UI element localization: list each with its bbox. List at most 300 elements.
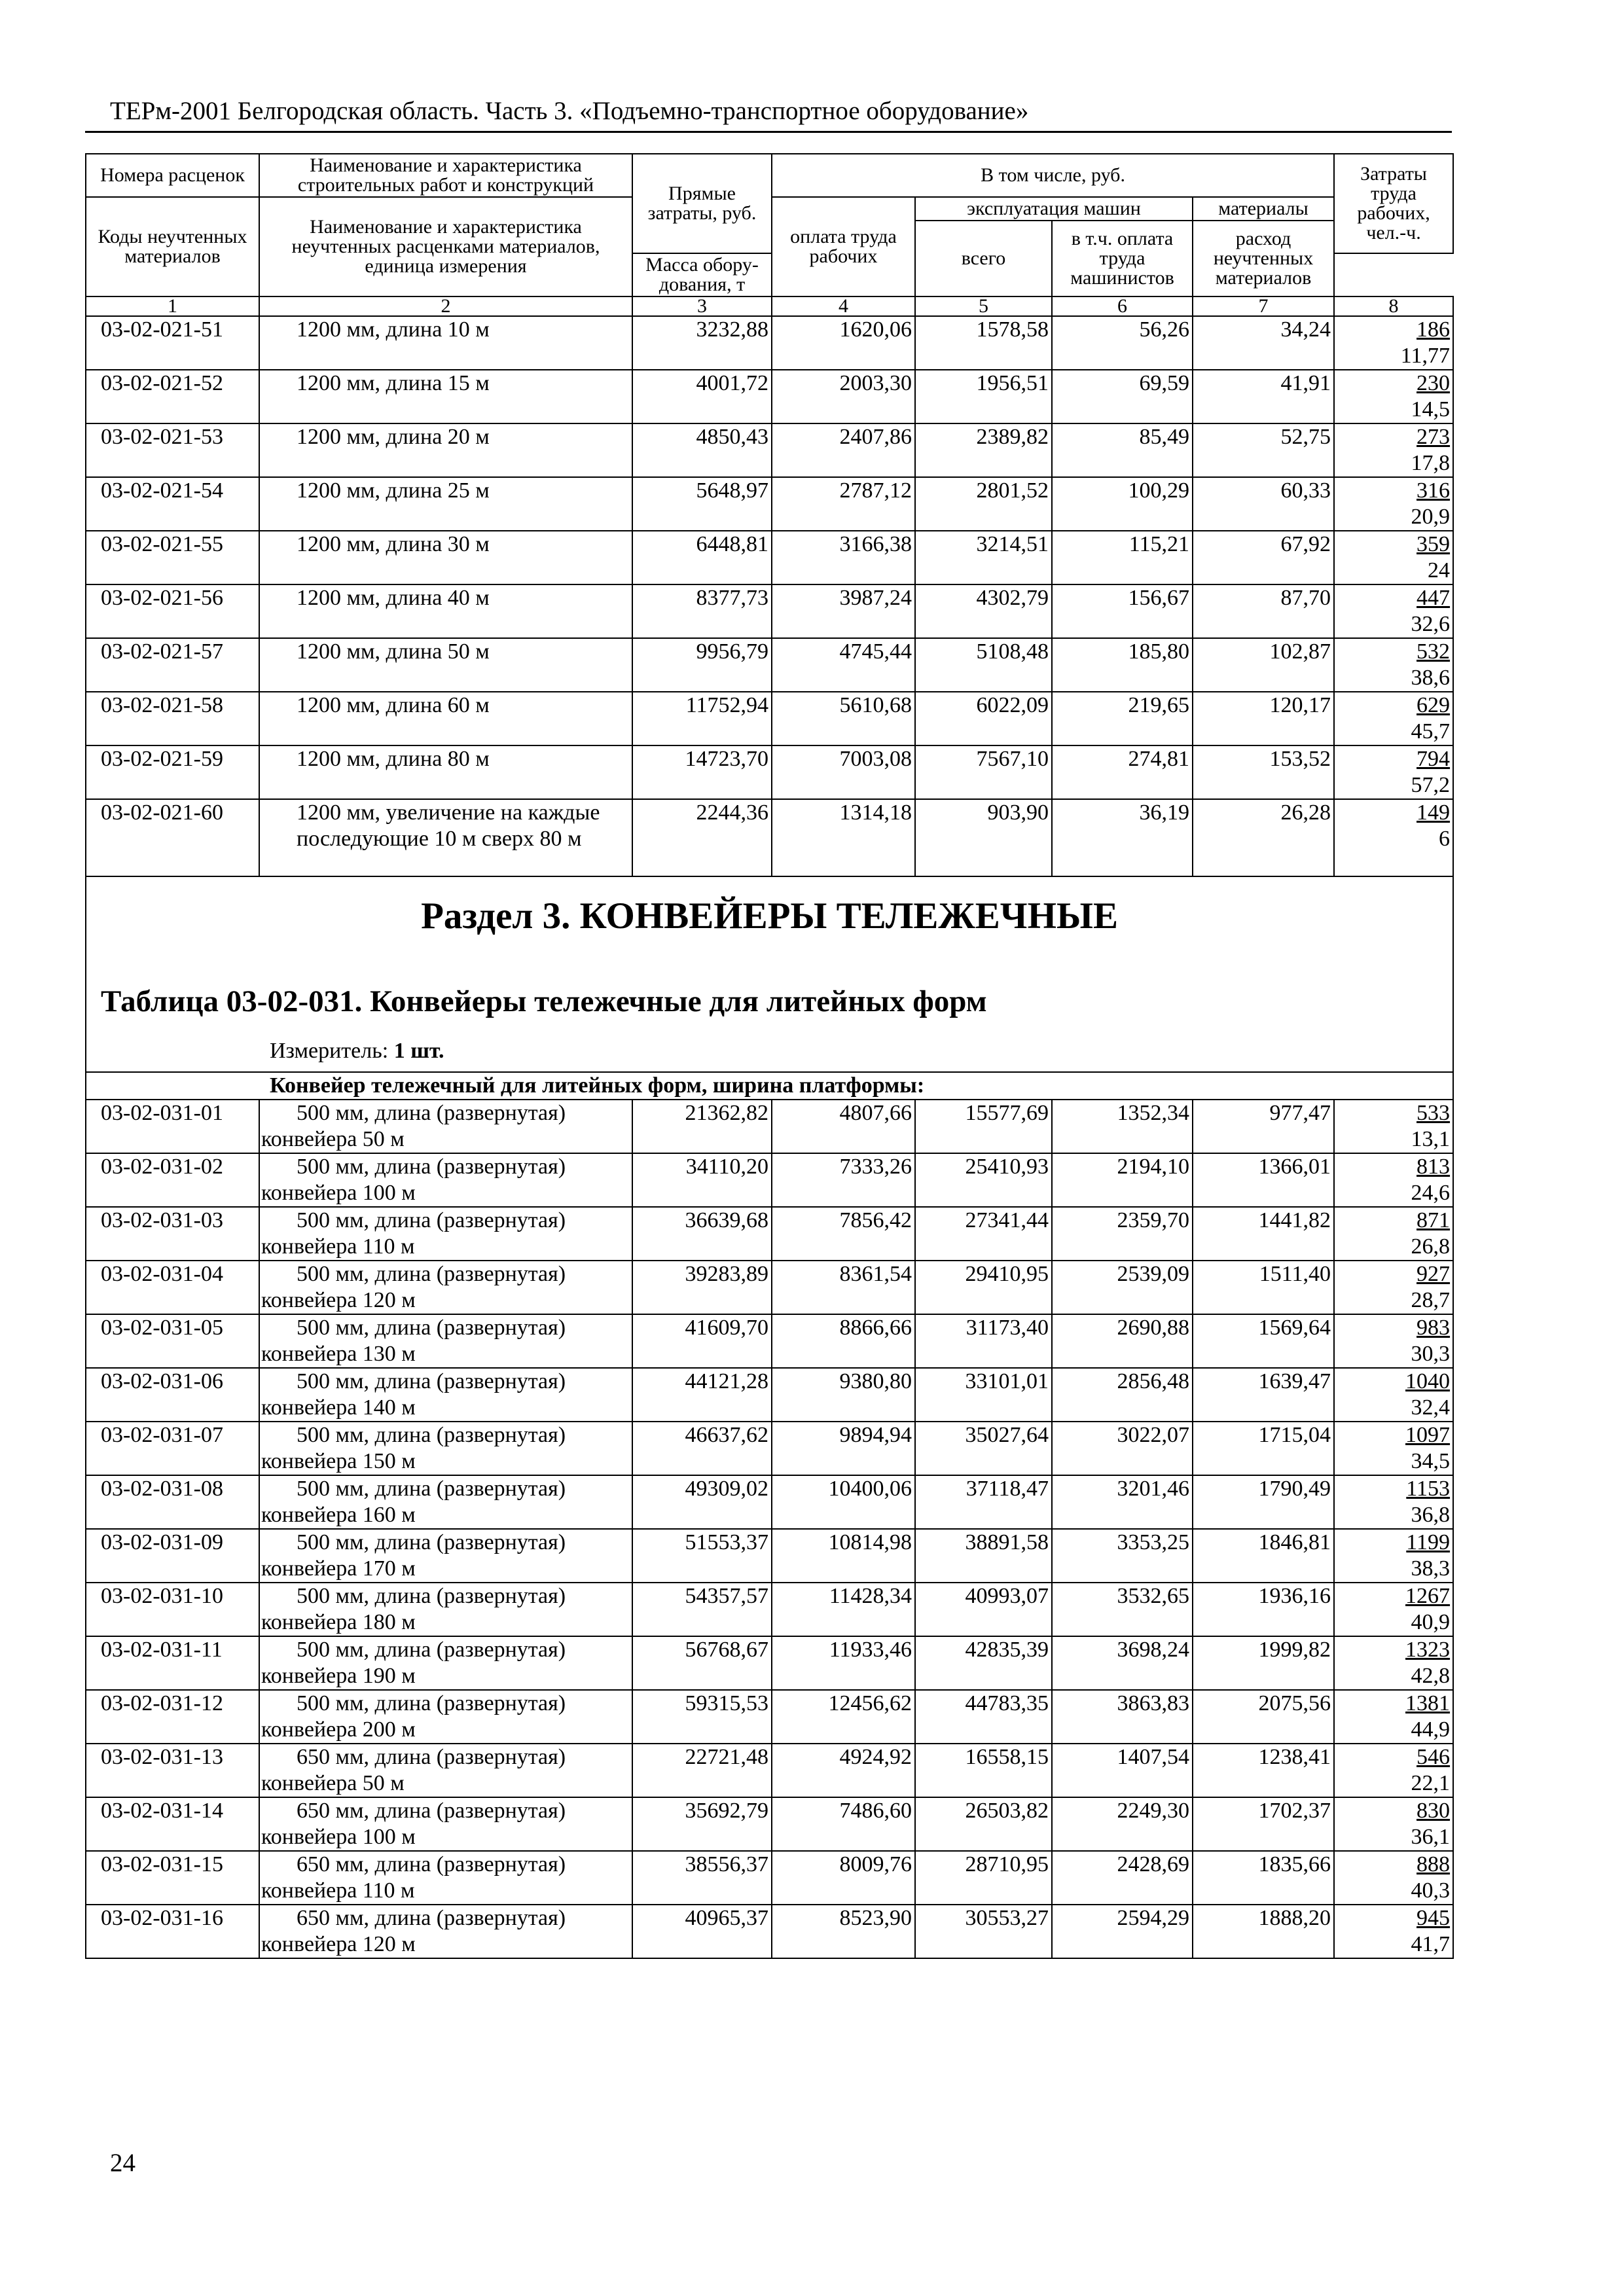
work-name: 1200 мм, длина 80 м <box>259 745 632 799</box>
materials-cost: 977,47 <box>1193 1100 1334 1153</box>
labor-hours: 546 <box>1416 1745 1451 1769</box>
worker-wages: 10814,98 <box>772 1529 915 1583</box>
machines-total: 30553,27 <box>915 1905 1052 1958</box>
direct-cost: 39283,89 <box>632 1261 772 1314</box>
machinist-wages: 3532,65 <box>1052 1583 1193 1636</box>
col-incl-header: В том числе, руб. <box>772 154 1334 197</box>
direct-cost: 2244,36 <box>632 799 772 876</box>
rate-code: 03-02-031-11 <box>86 1636 259 1690</box>
col-direct-header: Прямые затраты, руб. <box>632 154 772 253</box>
materials-cost: 87,70 <box>1193 584 1334 638</box>
labor-and-mass <box>1334 745 1453 799</box>
work-name: 500 мм, длина (развернутая) конвейера 150 м <box>259 1422 632 1475</box>
direct-cost: 49309,02 <box>632 1475 772 1529</box>
rate-code: 03-02-021-54 <box>86 477 259 531</box>
materials-cost: 1715,04 <box>1193 1422 1334 1475</box>
col-name2-header: Наименование и характеристика неучтенных расценками материалов, единица измерения <box>259 197 632 296</box>
equipment-mass: 34,5 <box>1411 1449 1451 1473</box>
col-machines-header: эксплуатация машин <box>915 197 1193 221</box>
machinist-wages: 2428,69 <box>1052 1851 1193 1905</box>
work-name: 500 мм, длина (развернутая) конвейера 120 м <box>259 1261 632 1314</box>
direct-cost: 5648,97 <box>632 477 772 531</box>
labor-and-mass <box>1334 1797 1453 1851</box>
equipment-mass: 44,9 <box>1411 1717 1451 1742</box>
work-name: 1200 мм, длина 40 м <box>259 584 632 638</box>
table-row <box>86 799 1453 876</box>
labor-and-mass <box>1334 531 1453 584</box>
machines-total: 37118,47 <box>915 1475 1052 1529</box>
labor-hours: 794 <box>1416 747 1451 771</box>
direct-cost: 51553,37 <box>632 1529 772 1583</box>
rate-code: 03-02-021-51 <box>86 316 259 370</box>
worker-wages: 3166,38 <box>772 531 915 584</box>
table-row <box>86 1636 1453 1690</box>
labor-hours: 945 <box>1416 1906 1451 1930</box>
equipment-mass: 6 <box>1439 827 1451 851</box>
measure-value: 1 шт. <box>393 1039 444 1063</box>
rate-code: 03-02-021-57 <box>86 638 259 692</box>
table-row <box>86 1529 1453 1583</box>
rate-code: 03-02-031-05 <box>86 1314 259 1368</box>
labor-hours: 149 <box>1416 800 1451 825</box>
work-name: 500 мм, длина (развернутая) конвейера 50 м <box>259 1100 632 1153</box>
materials-cost: 41,91 <box>1193 370 1334 423</box>
labor-and-mass <box>1334 799 1453 876</box>
rate-code: 03-02-021-56 <box>86 584 259 638</box>
worker-wages: 8009,76 <box>772 1851 915 1905</box>
labor-and-mass <box>1334 1529 1453 1583</box>
labor-hours: 830 <box>1416 1799 1451 1823</box>
labor-and-mass <box>1334 1314 1453 1368</box>
machinist-wages: 3698,24 <box>1052 1636 1193 1690</box>
labor-and-mass <box>1334 1475 1453 1529</box>
worker-wages: 7333,26 <box>772 1153 915 1207</box>
materials-cost: 1835,66 <box>1193 1851 1334 1905</box>
labor-and-mass <box>1334 584 1453 638</box>
direct-cost: 46637,62 <box>632 1422 772 1475</box>
col-num-6: 6 <box>1052 296 1193 316</box>
rate-code: 03-02-031-16 <box>86 1905 259 1958</box>
worker-wages: 11933,46 <box>772 1636 915 1690</box>
materials-cost: 153,52 <box>1193 745 1334 799</box>
labor-hours: 1381 <box>1405 1691 1451 1715</box>
labor-hours: 532 <box>1416 639 1451 664</box>
equipment-mass: 42,8 <box>1411 1664 1451 1688</box>
machinist-wages: 185,80 <box>1052 638 1193 692</box>
rate-code: 03-02-021-55 <box>86 531 259 584</box>
table-row <box>86 638 1453 692</box>
machinist-wages: 156,67 <box>1052 584 1193 638</box>
materials-cost: 1511,40 <box>1193 1261 1334 1314</box>
direct-cost: 3232,88 <box>632 316 772 370</box>
work-name: 1200 мм, увеличение на каждые последующие 10 м сверх 80 м <box>259 799 632 876</box>
machinist-wages: 1352,34 <box>1052 1100 1193 1153</box>
direct-cost: 4001,72 <box>632 370 772 423</box>
machines-total: 38891,58 <box>915 1529 1052 1583</box>
work-name: 1200 мм, длина 25 м <box>259 477 632 531</box>
worker-wages: 9380,80 <box>772 1368 915 1422</box>
machines-total: 29410,95 <box>915 1261 1052 1314</box>
col-num-2: 2 <box>259 296 632 316</box>
labor-and-mass <box>1334 1153 1453 1207</box>
work-name: 500 мм, длина (развернутая) конвейера 180 м <box>259 1583 632 1636</box>
equipment-mass: 20,9 <box>1411 505 1451 529</box>
rate-code: 03-02-031-03 <box>86 1207 259 1261</box>
machines-total: 5108,48 <box>915 638 1052 692</box>
materials-cost: 60,33 <box>1193 477 1334 531</box>
rate-code: 03-02-031-15 <box>86 1851 259 1905</box>
labor-hours: 447 <box>1416 586 1451 610</box>
worker-wages: 2407,86 <box>772 423 915 477</box>
col-num-8: 8 <box>1334 296 1453 316</box>
table-row <box>86 1475 1453 1529</box>
col-unaccounted-header: расход неучтенных материалов <box>1193 221 1334 296</box>
worker-wages: 8866,66 <box>772 1314 915 1368</box>
work-name: 1200 мм, длина 60 м <box>259 692 632 745</box>
rate-code: 03-02-031-09 <box>86 1529 259 1583</box>
group-subheader: Конвейер тележечный для литейных форм, ширина платформы: <box>86 1072 1453 1100</box>
equipment-mass: 28,7 <box>1411 1288 1451 1312</box>
rate-code: 03-02-031-12 <box>86 1690 259 1744</box>
table-row <box>86 1583 1453 1636</box>
col-numbers-header: Номера расценок <box>86 154 259 197</box>
worker-wages: 5610,68 <box>772 692 915 745</box>
measure-label: Измеритель: <box>270 1039 389 1063</box>
labor-hours: 273 <box>1416 425 1451 449</box>
equipment-mass: 30,3 <box>1411 1342 1451 1366</box>
rate-code: 03-02-021-52 <box>86 370 259 423</box>
table-row <box>86 1797 1453 1851</box>
direct-cost: 41609,70 <box>632 1314 772 1368</box>
rate-code: 03-02-031-07 <box>86 1422 259 1475</box>
machinist-wages: 1407,54 <box>1052 1744 1193 1797</box>
direct-cost: 40965,37 <box>632 1905 772 1958</box>
col-name-header: Наименование и характеристика строительных работ и конструкций <box>259 154 632 197</box>
worker-wages: 9894,94 <box>772 1422 915 1475</box>
materials-cost: 1238,41 <box>1193 1744 1334 1797</box>
equipment-mass: 24,6 <box>1411 1181 1451 1205</box>
table-row <box>86 1422 1453 1475</box>
work-name: 500 мм, длина (развернутая) конвейера 190 м <box>259 1636 632 1690</box>
worker-wages: 2003,30 <box>772 370 915 423</box>
table-row <box>86 1207 1453 1261</box>
worker-wages: 10400,06 <box>772 1475 915 1529</box>
machines-total: 35027,64 <box>915 1422 1052 1475</box>
section-block <box>86 876 1453 1072</box>
col-wages-header: оплата труда рабочих <box>772 197 915 296</box>
work-name: 500 мм, длина (развернутая) конвейера 170 м <box>259 1529 632 1583</box>
measure-line <box>270 1038 444 1064</box>
machinist-wages: 2539,09 <box>1052 1261 1193 1314</box>
labor-and-mass <box>1334 370 1453 423</box>
rate-code: 03-02-021-58 <box>86 692 259 745</box>
rate-code: 03-02-021-59 <box>86 745 259 799</box>
materials-cost: 102,87 <box>1193 638 1334 692</box>
rate-code: 03-02-021-53 <box>86 423 259 477</box>
table-row <box>86 745 1453 799</box>
materials-cost: 1999,82 <box>1193 1636 1334 1690</box>
direct-cost: 14723,70 <box>632 745 772 799</box>
labor-hours: 813 <box>1416 1155 1451 1179</box>
equipment-mass: 36,1 <box>1411 1825 1451 1849</box>
labor-hours: 1153 <box>1406 1477 1451 1501</box>
machines-total: 26503,82 <box>915 1797 1052 1851</box>
machinist-wages: 85,49 <box>1052 423 1193 477</box>
section-title: Раздел 3. КОНВЕЙЕРЫ ТЕЛЕЖЕЧНЫЕ <box>421 895 1118 937</box>
worker-wages: 1620,06 <box>772 316 915 370</box>
direct-cost: 36639,68 <box>632 1207 772 1261</box>
direct-cost: 54357,57 <box>632 1583 772 1636</box>
rate-code: 03-02-031-04 <box>86 1261 259 1314</box>
labor-and-mass <box>1334 316 1453 370</box>
labor-hours: 1040 <box>1405 1369 1451 1393</box>
labor-hours: 1323 <box>1405 1638 1451 1662</box>
labor-hours: 871 <box>1416 1208 1451 1232</box>
labor-hours: 316 <box>1416 478 1451 503</box>
work-name: 1200 мм, длина 30 м <box>259 531 632 584</box>
work-name: 650 мм, длина (развернутая) конвейера 110 м <box>259 1851 632 1905</box>
direct-cost: 38556,37 <box>632 1851 772 1905</box>
worker-wages: 8523,90 <box>772 1905 915 1958</box>
work-name: 1200 мм, длина 10 м <box>259 316 632 370</box>
equipment-mass: 17,8 <box>1411 451 1451 475</box>
machines-total: 4302,79 <box>915 584 1052 638</box>
materials-cost: 1936,16 <box>1193 1583 1334 1636</box>
rate-code: 03-02-031-10 <box>86 1583 259 1636</box>
materials-cost: 120,17 <box>1193 692 1334 745</box>
table-row <box>86 1368 1453 1422</box>
work-name: 500 мм, длина (развернутая) конвейера 200 м <box>259 1690 632 1744</box>
materials-cost: 34,24 <box>1193 316 1334 370</box>
rate-code: 03-02-031-06 <box>86 1368 259 1422</box>
machinist-wages: 3353,25 <box>1052 1529 1193 1583</box>
table-row <box>86 1690 1453 1744</box>
table-row <box>86 692 1453 745</box>
materials-cost: 1639,47 <box>1193 1368 1334 1422</box>
machines-total: 6022,09 <box>915 692 1052 745</box>
equipment-mass: 45,7 <box>1411 719 1451 744</box>
machinist-wages: 2594,29 <box>1052 1905 1193 1958</box>
labor-and-mass <box>1334 423 1453 477</box>
labor-hours: 629 <box>1416 693 1451 717</box>
machines-total: 42835,39 <box>915 1636 1052 1690</box>
col-materials-header: материалы <box>1193 197 1334 221</box>
materials-cost: 1790,49 <box>1193 1475 1334 1529</box>
machines-total: 2801,52 <box>915 477 1052 531</box>
col-num-1: 1 <box>86 296 259 316</box>
machines-total: 40993,07 <box>915 1583 1052 1636</box>
work-name: 500 мм, длина (развернутая) конвейера 140 м <box>259 1368 632 1422</box>
col-num-3: 3 <box>632 296 772 316</box>
direct-cost: 56768,67 <box>632 1636 772 1690</box>
labor-and-mass <box>1334 1368 1453 1422</box>
direct-cost: 4850,43 <box>632 423 772 477</box>
table-row <box>86 1314 1453 1368</box>
work-name: 1200 мм, длина 15 м <box>259 370 632 423</box>
rate-code: 03-02-031-14 <box>86 1797 259 1851</box>
machinist-wages: 100,29 <box>1052 477 1193 531</box>
direct-cost: 11752,94 <box>632 692 772 745</box>
labor-hours: 533 <box>1416 1101 1451 1125</box>
work-name: 500 мм, длина (развернутая) конвейера 110 м <box>259 1207 632 1261</box>
labor-hours: 983 <box>1416 1316 1451 1340</box>
col-mass-header: Масса обору- дования, т <box>632 253 772 296</box>
work-name: 1200 мм, длина 20 м <box>259 423 632 477</box>
table-row <box>86 1153 1453 1207</box>
materials-cost: 52,75 <box>1193 423 1334 477</box>
col-total-header: всего <box>915 221 1052 296</box>
page-number: 24 <box>110 2149 135 2177</box>
labor-and-mass <box>1334 1100 1453 1153</box>
equipment-mass: 11,77 <box>1400 344 1451 368</box>
direct-cost: 9956,79 <box>632 638 772 692</box>
labor-and-mass <box>1334 1422 1453 1475</box>
machines-total: 2389,82 <box>915 423 1052 477</box>
direct-cost: 59315,53 <box>632 1690 772 1744</box>
table-row <box>86 531 1453 584</box>
machines-total: 33101,01 <box>915 1368 1052 1422</box>
machines-total: 31173,40 <box>915 1314 1052 1368</box>
table-row <box>86 316 1453 370</box>
work-name: 500 мм, длина (развернутая) конвейера 130 м <box>259 1314 632 1368</box>
work-name: 650 мм, длина (развернутая) конвейера 120 м <box>259 1905 632 1958</box>
labor-hours: 1267 <box>1405 1584 1451 1608</box>
machinist-wages: 274,81 <box>1052 745 1193 799</box>
materials-cost: 1366,01 <box>1193 1153 1334 1207</box>
machines-total: 15577,69 <box>915 1100 1052 1153</box>
machinist-wages: 36,19 <box>1052 799 1193 876</box>
materials-cost: 1888,20 <box>1193 1905 1334 1958</box>
materials-cost: 1441,82 <box>1193 1207 1334 1261</box>
machines-total: 7567,10 <box>915 745 1052 799</box>
col-mach-wages-header: в т.ч. оплата труда машинистов <box>1052 221 1193 296</box>
worker-wages: 11428,34 <box>772 1583 915 1636</box>
table-row <box>86 1261 1453 1314</box>
labor-and-mass <box>1334 1690 1453 1744</box>
worker-wages: 4807,66 <box>772 1100 915 1153</box>
work-name: 500 мм, длина (развернутая) конвейера 100 м <box>259 1153 632 1207</box>
worker-wages: 1314,18 <box>772 799 915 876</box>
rate-code: 03-02-031-01 <box>86 1100 259 1153</box>
worker-wages: 7856,42 <box>772 1207 915 1261</box>
rate-code: 03-02-031-02 <box>86 1153 259 1207</box>
rate-code: 03-02-031-13 <box>86 1744 259 1797</box>
equipment-mass: 13,1 <box>1411 1127 1451 1151</box>
machinist-wages: 2194,10 <box>1052 1153 1193 1207</box>
equipment-mass: 57,2 <box>1411 773 1451 797</box>
direct-cost: 21362,82 <box>632 1100 772 1153</box>
machines-total: 16558,15 <box>915 1744 1052 1797</box>
equipment-mass: 32,4 <box>1411 1395 1451 1420</box>
work-name: 650 мм, длина (развернутая) конвейера 100 м <box>259 1797 632 1851</box>
equipment-mass: 38,3 <box>1411 1556 1451 1581</box>
worker-wages: 7486,60 <box>772 1797 915 1851</box>
col-labor-header: Затраты труда рабочих, чел.-ч. <box>1334 154 1453 253</box>
table-title: Таблица 03-02-031. Конвейеры тележечные для литейных форм <box>101 984 987 1018</box>
running-header: ТЕРм-2001 Белгородская область. Часть 3. «Подъемно-транспортное оборудование» <box>110 97 1029 125</box>
worker-wages: 2787,12 <box>772 477 915 531</box>
col-num-7: 7 <box>1193 296 1334 316</box>
machinist-wages: 3201,46 <box>1052 1475 1193 1529</box>
direct-cost: 8377,73 <box>632 584 772 638</box>
labor-hours: 1199 <box>1406 1530 1451 1554</box>
labor-and-mass <box>1334 1636 1453 1690</box>
machinist-wages: 219,65 <box>1052 692 1193 745</box>
worker-wages: 3987,24 <box>772 584 915 638</box>
machinist-wages: 3863,83 <box>1052 1690 1193 1744</box>
machines-total: 28710,95 <box>915 1851 1052 1905</box>
equipment-mass: 38,6 <box>1411 666 1451 690</box>
machines-total: 3214,51 <box>915 531 1052 584</box>
materials-cost: 2075,56 <box>1193 1690 1334 1744</box>
col-num-4: 4 <box>772 296 915 316</box>
table-row <box>86 477 1453 531</box>
table-row <box>86 423 1453 477</box>
equipment-mass: 36,8 <box>1411 1503 1451 1527</box>
direct-cost: 6448,81 <box>632 531 772 584</box>
labor-and-mass <box>1334 1905 1453 1958</box>
machinist-wages: 2690,88 <box>1052 1314 1193 1368</box>
direct-cost: 34110,20 <box>632 1153 772 1207</box>
machinist-wages: 56,26 <box>1052 316 1193 370</box>
labor-hours: 888 <box>1416 1852 1451 1876</box>
machinist-wages: 2856,48 <box>1052 1368 1193 1422</box>
rate-code: 03-02-021-60 <box>86 799 259 876</box>
machines-total: 903,90 <box>915 799 1052 876</box>
machinist-wages: 2359,70 <box>1052 1207 1193 1261</box>
labor-hours: 359 <box>1416 532 1451 556</box>
labor-and-mass <box>1334 1851 1453 1905</box>
table-row <box>86 1905 1453 1958</box>
worker-wages: 7003,08 <box>772 745 915 799</box>
machines-total: 1578,58 <box>915 316 1052 370</box>
table-row <box>86 1100 1453 1153</box>
table-row <box>86 370 1453 423</box>
labor-hours: 230 <box>1416 371 1451 395</box>
equipment-mass: 32,6 <box>1411 612 1451 636</box>
labor-and-mass <box>1334 477 1453 531</box>
materials-cost: 1846,81 <box>1193 1529 1334 1583</box>
equipment-mass: 41,7 <box>1411 1932 1451 1956</box>
labor-and-mass <box>1334 1583 1453 1636</box>
equipment-mass: 24 <box>1428 558 1451 583</box>
table-row <box>86 1851 1453 1905</box>
machines-total: 25410,93 <box>915 1153 1052 1207</box>
equipment-mass: 40,3 <box>1411 1878 1451 1903</box>
equipment-mass: 40,9 <box>1411 1610 1451 1634</box>
work-name: 500 мм, длина (развернутая) конвейера 160 м <box>259 1475 632 1529</box>
materials-cost: 26,28 <box>1193 799 1334 876</box>
machinist-wages: 115,21 <box>1052 531 1193 584</box>
table-row <box>86 584 1453 638</box>
col-codes-header: Коды неучтенных материалов <box>86 197 259 296</box>
materials-cost: 1569,64 <box>1193 1314 1334 1368</box>
worker-wages: 4745,44 <box>772 638 915 692</box>
labor-and-mass <box>1334 1207 1453 1261</box>
work-name: 1200 мм, длина 50 м <box>259 638 632 692</box>
equipment-mass: 22,1 <box>1411 1771 1451 1795</box>
direct-cost: 44121,28 <box>632 1368 772 1422</box>
equipment-mass: 14,5 <box>1411 397 1451 422</box>
labor-and-mass <box>1334 692 1453 745</box>
labor-and-mass <box>1334 1744 1453 1797</box>
labor-hours: 1097 <box>1405 1423 1451 1447</box>
header-rule <box>85 131 1452 133</box>
worker-wages: 12456,62 <box>772 1690 915 1744</box>
rates-table <box>85 153 1454 1959</box>
labor-hours: 927 <box>1416 1262 1451 1286</box>
materials-cost: 1702,37 <box>1193 1797 1334 1851</box>
